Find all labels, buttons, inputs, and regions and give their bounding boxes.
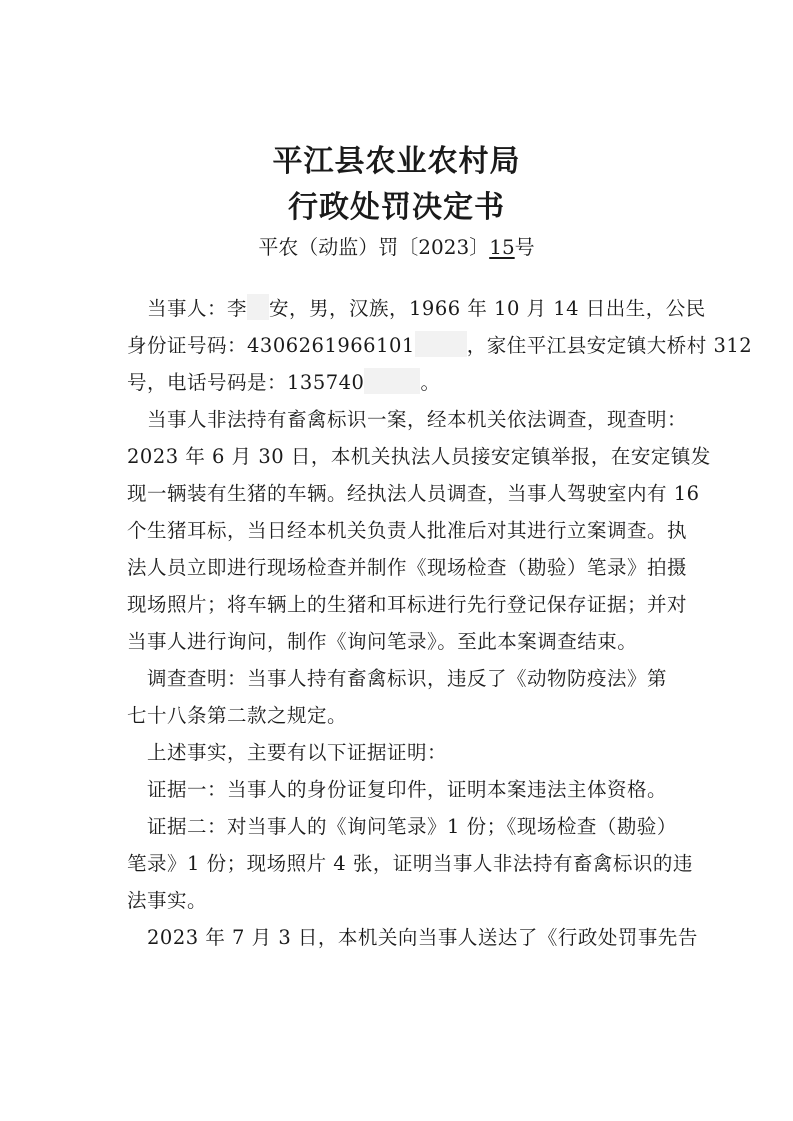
paragraph-line: 调查查明：当事人持有畜禽标识，违反了《动物防疫法》第: [147, 667, 668, 690]
paragraph-line: [127, 364, 687, 401]
phone-end-text: 。: [420, 371, 441, 394]
paragraph-line: 现一辆装有生猪的车辆。经执法人员调查，当事人驾驶室内有 16: [127, 482, 700, 505]
paragraph-line: 2023 年 6 月 30 日，本机关执法人员接安定镇举报，在安定镇发: [127, 445, 711, 468]
document-number-suffix: 号: [514, 235, 535, 259]
paragraph-line: 七十八条第二款之规定。: [127, 704, 348, 727]
redaction-block: [247, 294, 269, 320]
evidence-item-1: 证据一：当事人的身份证复印件，证明本案违法主体资格。: [147, 778, 668, 801]
document-number-value: 15: [489, 235, 515, 259]
case-paragraph: [127, 401, 711, 660]
paragraph-line: 2023 年 7 月 3 日，本机关向当事人送达了《行政处罚事先告: [147, 926, 698, 949]
evidence-intro: 上述事实，主要有以下证据证明：: [147, 741, 448, 764]
agency-title: 平江县农业农村局: [272, 144, 521, 179]
party-name-prefix: 当事人：李: [147, 297, 248, 320]
paragraph-line: 法人员立即进行现场检查并制作《现场检查（勘验）笔录》拍摄: [127, 556, 688, 579]
finding-paragraph: [127, 660, 687, 734]
paragraph-line: 当事人非法持有畜禽标识一案，经本机关依法调查，现查明：: [147, 408, 688, 431]
evidence-item-2-line: 法事实。: [127, 889, 208, 912]
document-number-prefix: 平农（动监）罚〔2023〕: [258, 235, 490, 259]
evidence-item-2-line: 证据二：对当事人的《询问笔录》1 份；《现场检查（勘验）: [147, 815, 677, 838]
document-number: [0, 232, 793, 262]
paragraph-line: [127, 290, 706, 327]
paragraph-line: 当事人进行询问，制作《询问笔录》。至此本案调查结束。: [127, 630, 638, 653]
address-text: ，家住平江县安定镇大桥村 312: [466, 334, 753, 357]
party-paragraph: [127, 290, 753, 401]
paragraph-line: [127, 327, 753, 364]
evidence-item-2-line: 笔录》1 份；现场照片 4 张，证明当事人非法持有畜禽标识的违: [127, 852, 693, 875]
phone-text: 号，电话号码是：135740: [127, 371, 365, 394]
redaction-block: [364, 368, 420, 394]
id-number-text: 身份证号码：4306261966101: [127, 334, 415, 357]
document-type-title: 行政处罚决定书: [288, 190, 505, 225]
party-details: 安，男，汉族，1966 年 10 月 14 日出生，公民: [269, 297, 706, 320]
redaction-block: [415, 331, 467, 357]
paragraph-line: 个生猪耳标，当日经本机关负责人批准后对其进行立案调查。执: [127, 519, 688, 542]
document-body: [127, 290, 753, 956]
notice-paragraph: [127, 919, 698, 956]
paragraph-line: 现场照片；将车辆上的生猪和耳标进行先行登记保存证据；并对: [127, 593, 688, 616]
evidence-section: [127, 734, 693, 919]
